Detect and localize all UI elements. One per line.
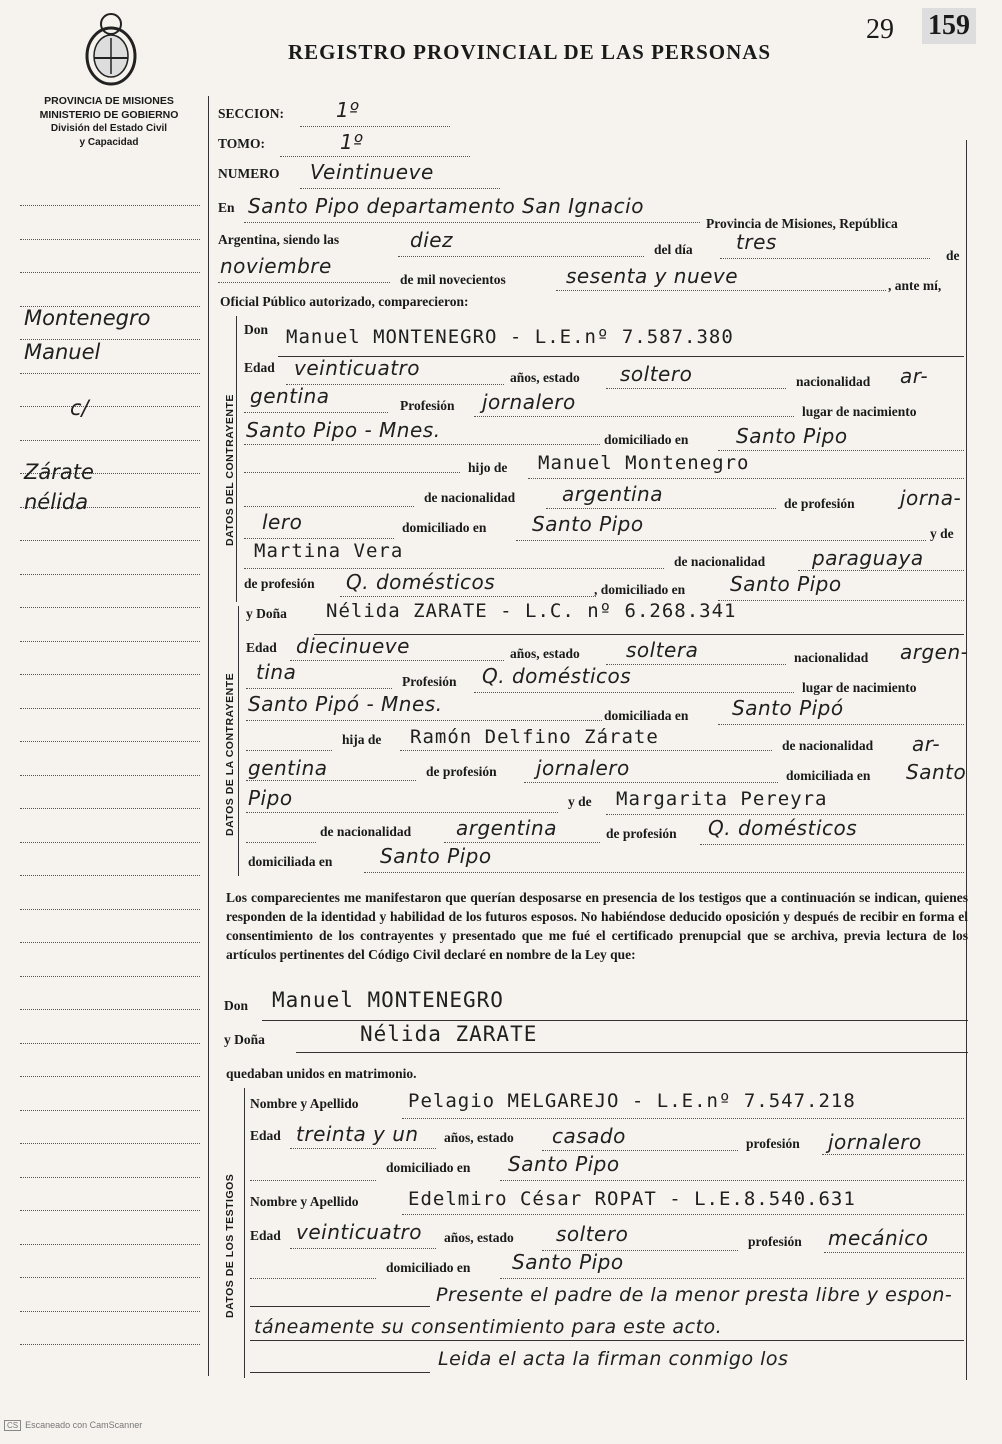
witness-2-name: Edelmiro César ROPAT - L.E.8.540.631 xyxy=(408,1188,856,1210)
groom-padre-profesion-1: jorna- xyxy=(900,486,962,510)
label-numero: NUMERO xyxy=(218,166,280,181)
label-anos-estado-4: años, estado xyxy=(444,1230,514,1245)
declaration-dona: Nélida ZARATE xyxy=(360,1022,538,1046)
bride-edad: diecinueve xyxy=(296,634,410,658)
closing-line-1: Presente el padre de la menor presta libre y espon- xyxy=(436,1284,953,1306)
label-don-2: Don xyxy=(224,998,249,1013)
margin-rule-line xyxy=(20,909,200,910)
label-nacionalidad: nacionalidad xyxy=(796,374,871,389)
label-edad-4: Edad xyxy=(250,1228,281,1243)
label-nombre-apellido-2: Nombre y Apellido xyxy=(250,1194,359,1209)
bride-padre-profesion: jornalero xyxy=(536,756,630,780)
margin-rule-line xyxy=(20,607,200,608)
label-anos-estado: años, estado xyxy=(510,370,580,385)
label-domiciliada-en: domiciliada en xyxy=(604,708,689,723)
margin-rule-line xyxy=(20,741,200,742)
groom-padre-profesion-2: lero xyxy=(262,510,303,534)
bride-nacionalidad-2: tina xyxy=(256,660,297,684)
label-ante-mi: , ante mí, xyxy=(888,278,942,293)
label-lugar-nacimiento: lugar de nacimiento xyxy=(802,404,917,419)
scanner-footer-text: Escaneado con CamScanner xyxy=(25,1420,143,1430)
witness-1-name: Pelagio MELGAREJO - L.E.nº 7.547.218 xyxy=(408,1090,856,1112)
groom-padre-nacionalidad: argentina xyxy=(562,482,663,506)
field-numero: Veintinueve xyxy=(310,160,434,184)
witness-1-edad: treinta y un xyxy=(296,1122,419,1146)
witness-section-border xyxy=(244,1088,245,1378)
field-mes: noviembre xyxy=(220,254,332,278)
label-de-profesion: de profesión xyxy=(784,496,855,511)
bride-padre: Ramón Delfino Zárate xyxy=(410,726,659,748)
bride-name: Nélida ZARATE - L.C. nº 6.268.341 xyxy=(326,600,737,622)
margin-rule-line xyxy=(20,708,200,709)
label-nacionalidad-2: nacionalidad xyxy=(794,650,869,665)
margin-rule-line xyxy=(20,205,200,206)
margin-note-bride-name: nélida xyxy=(24,490,89,514)
label-edad-2: Edad xyxy=(246,640,277,655)
groom-section-border xyxy=(236,316,237,602)
label-seccion: SECCION: xyxy=(218,106,285,121)
division-name-2: y Capacidad xyxy=(79,136,139,148)
declaration-paragraph: Los comparecientes me manifestaron que querían desposarse en presencia de los testigos que a continuación se indican, quienes responden de la identidad y habilidad de los futuros esposos. No habiéndose deducido oposición y después de recibir en forma el consentimiento de los contrayentes y presentado que me fué el certificado prenupcial que se archiva, previa lectura de los artículos pertinentes del Código Civil declaré en nombre de la Ley que: xyxy=(226,890,968,962)
margin-rule-line xyxy=(20,1143,200,1144)
margin-rule-line xyxy=(20,406,200,407)
province-name: PROVINCIA DE MISIONES xyxy=(44,95,174,107)
label-provincia-republica: Provincia de Misiones, República xyxy=(706,216,898,231)
declaration-don: Manuel MONTENEGRO xyxy=(272,988,504,1012)
field-lugar: Santo Pipo departamento San Ignacio xyxy=(248,194,644,218)
label-y-dona-2: y Doña xyxy=(224,1032,265,1047)
label-de-nacionalidad: de nacionalidad xyxy=(424,490,516,505)
field-seccion: 1º xyxy=(336,98,360,122)
label-domiciliado-en-3: domiciliado en xyxy=(386,1160,471,1175)
ministry-name: MINISTERIO DE GOBIERNO xyxy=(39,109,179,122)
label-profesion: Profesión xyxy=(400,398,455,413)
label-profesion-3: profesión xyxy=(746,1136,800,1151)
section-label-testigos: DATOS DE LOS TESTIGOS xyxy=(224,1173,236,1318)
margin-rule-line xyxy=(20,1076,200,1077)
label-domiciliada-en-2: domiciliada en xyxy=(786,768,871,783)
label-domiciliado-en: domiciliado en xyxy=(604,432,689,447)
groom-madre-profesion: Q. domésticos xyxy=(346,570,496,594)
field-dia: tres xyxy=(736,230,777,254)
section-label-contrayente: DATOS DEL CONTRAYENTE xyxy=(224,394,236,546)
label-de: de xyxy=(946,248,960,263)
bride-domicilio: Santo Pipó xyxy=(732,696,844,720)
margin-rule-line xyxy=(20,1277,200,1278)
margin-rule-line xyxy=(20,641,200,642)
groom-padre-domicilio: Santo Pipo xyxy=(532,512,644,536)
camscanner-logo: CS xyxy=(4,1420,21,1431)
margin-rule-line xyxy=(20,808,200,809)
groom-name: Manuel MONTENEGRO - L.E.nº 7.587.380 xyxy=(286,326,734,348)
label-domiciliado-en-comma: , domiciliado en xyxy=(594,582,686,597)
witness-2-edad: veinticuatro xyxy=(296,1220,422,1244)
page-number-left: 29 xyxy=(866,14,894,45)
label-edad-3: Edad xyxy=(250,1128,281,1143)
label-tomo: TOMO: xyxy=(218,136,265,151)
margin-rule-line xyxy=(20,440,200,441)
margin-rule-line xyxy=(20,875,200,876)
margin-rule-line xyxy=(20,1009,200,1010)
margin-rule-line xyxy=(20,574,200,575)
margin-rule-line xyxy=(20,1344,200,1345)
groom-profesion: jornalero xyxy=(482,390,576,414)
label-don: Don xyxy=(244,322,269,337)
groom-padre: Manuel Montenegro xyxy=(538,452,750,474)
bride-padre-nacionalidad-1: ar- xyxy=(912,732,941,756)
margin-note-name: Manuel xyxy=(24,340,101,364)
division-name: División del Estado Civil xyxy=(50,123,168,135)
bride-section-border xyxy=(238,606,239,876)
section-label-contrayente-f: DATOS DE LA CONTRAYENTE xyxy=(224,672,236,836)
witness-2-domicilio: Santo Pipo xyxy=(512,1250,624,1274)
witness-2-profesion: mecánico xyxy=(828,1226,929,1250)
witness-1-domicilio: Santo Pipo xyxy=(508,1152,620,1176)
label-de-profesion-4: de profesión xyxy=(606,826,677,841)
label-lugar-nacimiento-2: lugar de nacimiento xyxy=(802,680,917,695)
page-title: REGISTRO PROVINCIAL DE LAS PERSONAS xyxy=(288,40,772,64)
margin-rule-line xyxy=(20,1110,200,1111)
label-domiciliado-en-2: domiciliado en xyxy=(402,520,487,535)
label-de-mil: de mil novecientos xyxy=(400,272,506,287)
label-argentina-siendo: Argentina, siendo las xyxy=(218,232,340,247)
bride-nacionalidad-1: argen- xyxy=(900,640,969,664)
label-hija-de: hija de xyxy=(342,732,382,747)
margin-rule-line xyxy=(20,775,200,776)
header-province-block xyxy=(14,94,204,149)
closing-line-3: Leida el acta la firman conmigo los xyxy=(438,1348,789,1370)
bride-padre-nacionalidad-2: gentina xyxy=(248,756,328,780)
margin-rule-line xyxy=(20,976,200,977)
groom-lugar-nacimiento: Santo Pipo - Mnes. xyxy=(246,418,441,442)
margin-divider xyxy=(208,96,209,1376)
margin-rule-line xyxy=(20,239,200,240)
margin-rule-line xyxy=(20,842,200,843)
groom-nacionalidad-2: gentina xyxy=(250,384,330,408)
margin-rule-line xyxy=(20,373,200,374)
label-nombre-apellido: Nombre y Apellido xyxy=(250,1096,359,1111)
witness-1-profesion: jornalero xyxy=(828,1130,922,1154)
label-de-nacionalidad-2: de nacionalidad xyxy=(674,554,766,569)
margin-rule-line xyxy=(20,1311,200,1312)
label-profesion-4: profesión xyxy=(748,1234,802,1249)
field-tomo: 1º xyxy=(340,130,364,154)
bride-estado: soltera xyxy=(626,638,699,662)
label-quedaban: quedaban unidos en matrimonio. xyxy=(226,1066,417,1081)
page-number-right: 159 xyxy=(922,8,976,44)
label-hijo-de: hijo de xyxy=(468,460,508,475)
label-edad: Edad xyxy=(244,360,275,375)
bride-madre-nacionalidad: argentina xyxy=(456,816,557,840)
label-domiciliada-en-3: domiciliada en xyxy=(248,854,333,869)
label-y-de: y de xyxy=(930,526,954,541)
groom-madre-domicilio: Santo Pipo xyxy=(730,572,842,596)
label-en: En xyxy=(218,200,235,215)
label-profesion-2: Profesión xyxy=(402,674,457,689)
groom-domicilio: Santo Pipo xyxy=(736,424,848,448)
closing-line-2: táneamente su consentimiento para este acto. xyxy=(254,1316,723,1338)
label-y-de-2: y de xyxy=(568,794,592,809)
margin-note-bride-surname: Zárate xyxy=(24,460,94,484)
label-del-dia: del día xyxy=(654,242,693,257)
label-anos-estado-2: años, estado xyxy=(510,646,580,661)
bride-madre-profesion: Q. domésticos xyxy=(708,816,858,840)
witness-2-estado: soltero xyxy=(556,1222,629,1246)
bride-lugar-nacimiento: Santo Pipó - Mnes. xyxy=(248,692,443,716)
label-de-profesion-3: de profesión xyxy=(426,764,497,779)
bride-padre-domicilio-1: Santo xyxy=(906,760,967,784)
margin-rule-line xyxy=(20,540,200,541)
label-de-nacionalidad-4: de nacionalidad xyxy=(320,824,412,839)
label-de-profesion-2: de profesión xyxy=(244,576,315,591)
margin-rule-line xyxy=(20,1177,200,1178)
groom-madre-nacionalidad: paraguaya xyxy=(812,546,924,570)
field-hora: diez xyxy=(410,228,454,252)
label-y-dona: y Doña xyxy=(246,606,287,621)
scanner-footer xyxy=(4,1420,142,1431)
field-anio: sesenta y nueve xyxy=(566,264,739,288)
label-domiciliado-en-4: domiciliado en xyxy=(386,1260,471,1275)
bride-madre-domicilio: Santo Pipo xyxy=(380,844,492,868)
witness-1-estado: casado xyxy=(552,1124,626,1148)
groom-madre: Martina Vera xyxy=(254,540,404,562)
label-anos-estado-3: años, estado xyxy=(444,1130,514,1145)
margin-rule-line xyxy=(20,1043,200,1044)
margin-rule-line xyxy=(20,942,200,943)
coat-of-arms-icon xyxy=(80,8,142,88)
bride-profesion: Q. domésticos xyxy=(482,664,632,688)
margin-rule-line xyxy=(20,1210,200,1211)
label-oficial: Oficial Público autorizado, comparecieron: xyxy=(220,294,469,309)
margin-note-surname: Montenegro xyxy=(24,306,151,330)
groom-estado: soltero xyxy=(620,362,693,386)
label-de-nacionalidad-3: de nacionalidad xyxy=(782,738,874,753)
bride-padre-domicilio-2: Pipo xyxy=(248,786,293,810)
margin-rule-line xyxy=(20,674,200,675)
margin-rule-line xyxy=(20,272,200,273)
margin-note-c: c/ xyxy=(70,396,89,420)
bride-madre: Margarita Pereyra xyxy=(616,788,828,810)
margin-rule-line xyxy=(20,1244,200,1245)
groom-edad: veinticuatro xyxy=(294,356,420,380)
groom-nacionalidad-1: ar- xyxy=(900,364,929,388)
